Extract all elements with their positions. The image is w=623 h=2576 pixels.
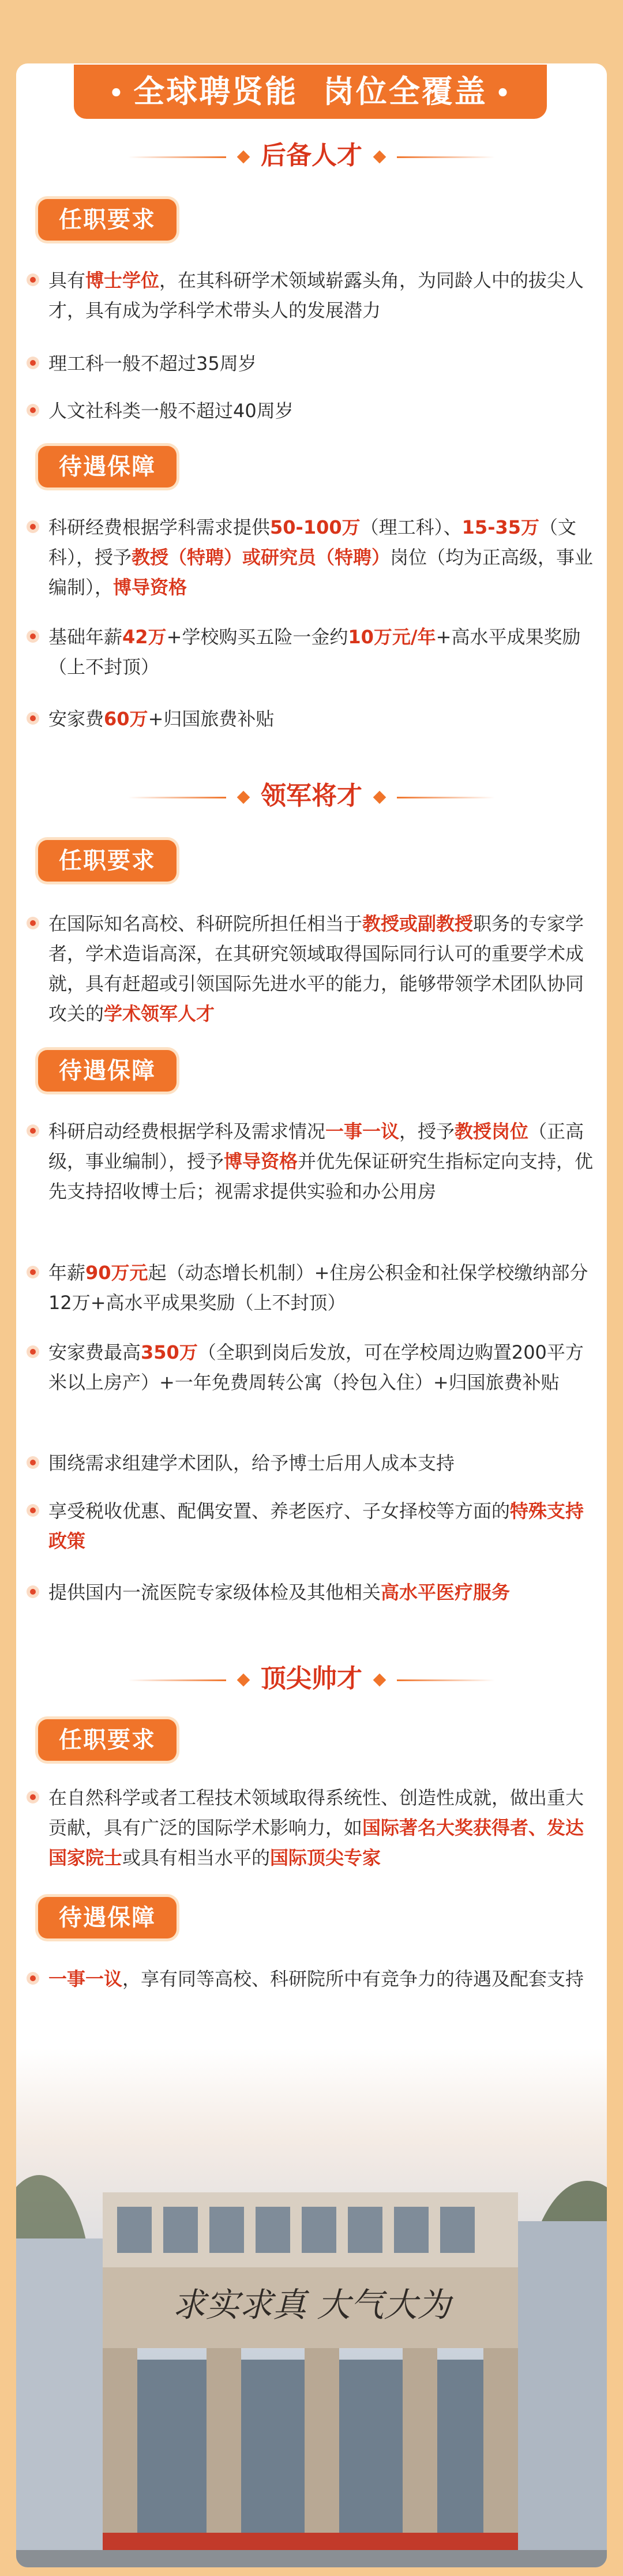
- bullet-icon: [27, 712, 39, 725]
- bullet-icon: [27, 1791, 39, 1803]
- body-text: （全职到岗后发放，可在学校周边购置200平方米以上房产）+一年免费周转公寓（拎包入住）+归国旅费补贴: [48, 1341, 584, 1393]
- highlight-text: 博士学位: [85, 269, 160, 291]
- bullet-icon: [27, 1456, 39, 1469]
- body-text: 年薪: [48, 1262, 86, 1284]
- highlight-text: 一事一议: [325, 1120, 400, 1142]
- bullet-icon: [27, 1585, 39, 1598]
- banner-dot-icon: •: [495, 80, 512, 107]
- body-text: 科研启动经费根据学科及需求情况: [48, 1120, 326, 1142]
- label-benefits: 待遇保障: [38, 1050, 177, 1092]
- highlight-text: 42万: [122, 626, 167, 648]
- list-item: [48, 1337, 596, 1397]
- bullet-icon: [27, 1504, 39, 1517]
- bullet-icon: [27, 404, 39, 417]
- label-requirements: 任职要求: [38, 840, 177, 882]
- page-banner: [74, 65, 547, 119]
- highlight-text: 350万: [141, 1341, 198, 1363]
- list-item: [48, 622, 596, 682]
- divider-line: [397, 156, 495, 158]
- list-item: [48, 1258, 596, 1318]
- body-text: 人文社科类一般不超过40周岁: [48, 400, 294, 422]
- highlight-text: 10万元/年: [348, 626, 436, 648]
- section-title-reserve: 后备人才: [0, 138, 623, 173]
- diamond-icon: [373, 791, 386, 804]
- bullet-icon: [27, 917, 39, 929]
- divider-line: [128, 156, 226, 158]
- highlight-text: 教授（特聘）或研究员（特聘）: [132, 546, 391, 568]
- divider-line: [128, 1679, 226, 1681]
- bullet-icon: [27, 520, 39, 533]
- label-requirements: 任职要求: [38, 199, 177, 241]
- bullet-icon: [27, 357, 39, 369]
- body-text: 基础年薪: [48, 626, 123, 648]
- section-title-leader: 领军将才: [0, 779, 623, 813]
- gate-inscription: 求实求真 大气大为: [172, 2285, 451, 2324]
- body-text: 起（动态增长机制）+住房公积金和社保学校缴纳部分12万+高水平成果奖励（上不封顶）: [48, 1262, 588, 1314]
- body-text: ，在其科研学术领域崭露头角，为同龄人中的拔尖人才，具有成为学科学术带头人的发展潜力: [48, 269, 584, 321]
- body-text: 提供国内一流医院专家级体检及其他相关: [48, 1581, 381, 1603]
- highlight-text: 15-35万: [461, 516, 540, 538]
- list-item: [48, 704, 596, 734]
- bullet-icon: [27, 1972, 39, 1985]
- highlight-text: 50-100万: [270, 516, 361, 538]
- body-text: 职务的专家学者，学术造诣高深，在其研究领域取得国际同行认可的重要学术成就，具有赶超或引领国际先进水平的能力，能够带领学术团队协同攻关的: [48, 913, 584, 1025]
- highlight-text: 60万: [104, 708, 148, 730]
- divider-line: [128, 797, 226, 798]
- list-item: [48, 512, 596, 602]
- body-text: 或具有相当水平的: [122, 1847, 271, 1869]
- diamond-icon: [373, 151, 386, 164]
- list-item: [48, 1964, 596, 1994]
- bullet-icon: [27, 273, 39, 286]
- body-text: 安家费: [48, 708, 104, 730]
- body-text: 在国际知名高校、科研院所担任相当于: [48, 913, 363, 935]
- highlight-text: 教授或副教授: [362, 913, 474, 935]
- body-text: 安家费最高: [48, 1341, 141, 1363]
- label-benefits: 待遇保障: [38, 446, 177, 488]
- campus-gate-photo: [16, 2048, 607, 2567]
- highlight-text: 教授岗位: [455, 1120, 529, 1142]
- section-title-top: 顶尖帅才: [0, 1662, 623, 1696]
- highlight-text: 国际著名大奖获得者、发达国家院士: [48, 1817, 584, 1869]
- highlight-text: 博导资格: [224, 1150, 298, 1172]
- diamond-icon: [237, 151, 250, 164]
- list-item: [48, 1783, 596, 1873]
- highlight-text: 特殊支持政策: [48, 1500, 584, 1552]
- bullet-icon: [27, 1345, 39, 1358]
- highlight-text: 学术领军人才: [104, 1003, 215, 1025]
- body-text: 围绕需求组建学术团队，给予博士后用人成本支持: [48, 1452, 455, 1474]
- body-text: 岗位（均为正高级，事业编制），: [48, 546, 594, 598]
- body-text: +学校购买五险一金约: [166, 626, 348, 648]
- body-text: 在自然科学或者工程技术领域取得系统性、创造性成就，做出重大贡献，具有广泛的国际学术影响力，如: [48, 1787, 584, 1839]
- body-text: 并优先保证研究生指标定向支持，优先支持招收博士后；视需求提供实验和办公用房: [48, 1150, 594, 1202]
- divider-line: [397, 797, 495, 798]
- list-item: [48, 348, 596, 378]
- list-item: [48, 1496, 596, 1556]
- label-benefits: 待遇保障: [38, 1897, 177, 1938]
- highlight-text: 高水平医疗服务: [381, 1581, 511, 1603]
- bullet-icon: [27, 1124, 39, 1137]
- label-requirements: 任职要求: [38, 1719, 177, 1761]
- divider-line: [397, 1679, 495, 1681]
- body-text: 享受税收优惠、配偶安置、养老医疗、子女择校等方面的: [48, 1500, 511, 1522]
- bullet-icon: [27, 1266, 39, 1278]
- list-item: [48, 265, 596, 325]
- body-text: 具有: [48, 269, 86, 291]
- list-item: [48, 1448, 596, 1478]
- body-text: 理工科一般不超过35周岁: [48, 353, 257, 374]
- highlight-text: 一事一议: [48, 1968, 123, 1990]
- list-item: [48, 1116, 596, 1206]
- highlight-text: 博导资格: [113, 576, 187, 598]
- diamond-icon: [237, 1674, 250, 1687]
- campus-gate-illustration: [16, 2048, 607, 2567]
- body-text: +归国旅费补贴: [148, 708, 275, 730]
- banner-dot-icon: •: [108, 80, 126, 107]
- highlight-text: 国际顶尖专家: [270, 1847, 381, 1869]
- body-text: （文科），授予: [48, 516, 577, 568]
- body-text: （理工科）、: [360, 516, 462, 538]
- body-text: （正高级，事业编制），授予: [48, 1120, 584, 1172]
- diamond-icon: [373, 1674, 386, 1687]
- body-text: ，享有同等高校、科研院所中有竞争力的待遇及配套支持: [122, 1968, 584, 1990]
- list-item: [48, 909, 596, 1029]
- diamond-icon: [237, 791, 250, 804]
- highlight-text: 90万元: [85, 1262, 148, 1284]
- list-item: [48, 1577, 596, 1607]
- bullet-icon: [27, 630, 39, 643]
- body-text: 科研经费根据学科需求提供: [48, 516, 271, 538]
- body-text: ，授予: [399, 1120, 455, 1142]
- list-item: [48, 396, 596, 426]
- banner-title: 全球聘贤能 岗位全覆盖: [133, 73, 487, 110]
- body-text: +高水平成果奖励（上不封顶）: [48, 626, 581, 678]
